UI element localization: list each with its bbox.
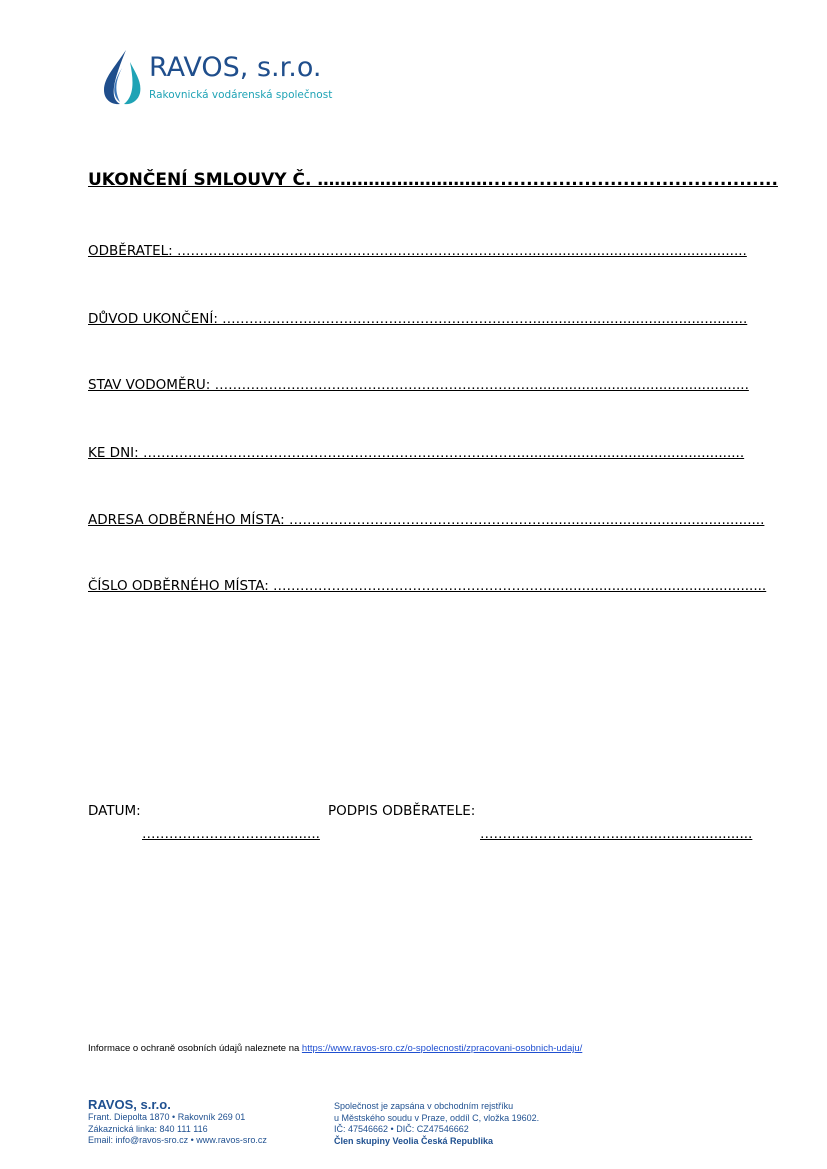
date-label: DATUM:	[88, 803, 141, 819]
footer-address: Frant. Diepolta 1870 • Rakovník 269 01	[88, 1112, 246, 1122]
footer-phone: Zákaznická linka: 840 111 116	[88, 1123, 208, 1134]
footer-registry-line2: u Městského soudu v Praze, oddíl C, vložka 19602.	[334, 1112, 540, 1123]
footer-ids: IČ: 47546662 • DIČ: CZ47546662	[334, 1124, 469, 1134]
footer-email-web: Email: info@ravos-sro.cz • www.ravos-sro.cz	[88, 1135, 267, 1145]
field-supply-number: ČÍSLO ODBĚRNÉHO MÍSTA: ……………………………………………………....................................................	[88, 578, 767, 594]
field-customer: ODBĚRATEL: ……………………………………………………………………...................................................	[88, 243, 747, 259]
privacy-text: Informace o ochraně osobních údajů naleznete na	[88, 1043, 302, 1054]
logo-tagline: Rakovnická vodárenská společnost	[149, 89, 333, 101]
footer-registry-line1: Společnost je zapsána v obchodním rejstříku	[334, 1101, 514, 1111]
footer-registry	[334, 1101, 539, 1147]
footer-brand: RAVOS, s.r.o.	[88, 1097, 171, 1112]
field-meter-reading: STAV VODOMĚRU: ……………………………………………………………….................................................	[88, 377, 749, 393]
field-termination-reason: DŮVOD UKONČENÍ: ……………………………………………………………..................................................	[88, 311, 748, 327]
signature-line: …………………………................................	[480, 826, 753, 842]
logo-name: RAVOS, s.r.o.	[149, 52, 322, 83]
signature-label: PODPIS ODBĚRATELE:	[328, 803, 476, 819]
document-title: UKONČENÍ SMLOUVY Č. ………………………….............................................	[88, 170, 778, 190]
date-line: …………………………..........	[142, 826, 320, 842]
privacy-link[interactable]: https://www.ravos-sro.cz/o-spolecnosti/zpracovani-osobnich-udaju/	[301, 1043, 583, 1054]
field-supply-address: ADRESA ODBĚRNÉHO MÍSTA: …………………………………………………...................................................	[88, 512, 765, 528]
company-logo	[100, 48, 333, 108]
footer-contact	[88, 1097, 267, 1147]
water-drop-icon	[100, 48, 144, 106]
footer-group: Člen skupiny Veolia Česká Republika	[334, 1135, 494, 1146]
field-date-as-of: KE DNI: …………………………………………………………………………....................................................	[88, 445, 745, 461]
privacy-note	[88, 1043, 582, 1054]
